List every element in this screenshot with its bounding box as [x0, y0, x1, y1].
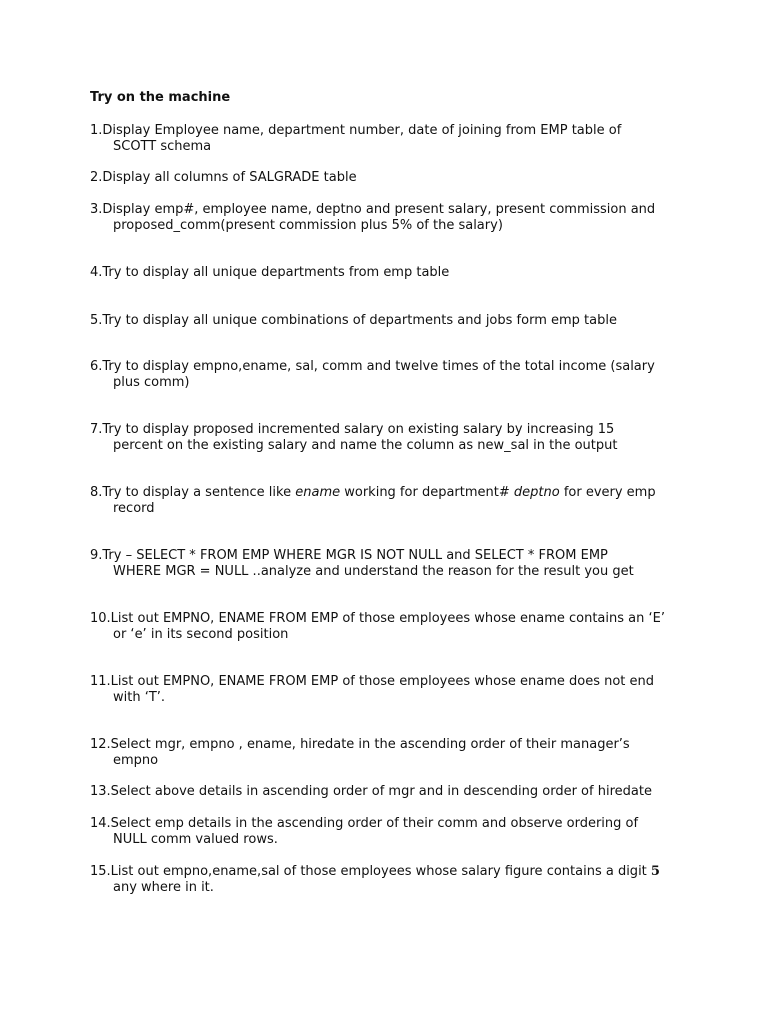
question-8-deptno-term: deptno: [513, 485, 560, 500]
question-8-prefix: 8.Try to display a sentence like: [90, 485, 296, 500]
question-2: [90, 170, 690, 186]
question-12-line-2: empno: [113, 753, 159, 768]
question-14-line-2: NULL comm valued rows.: [113, 832, 278, 847]
question-8: [90, 485, 690, 517]
question-15-digit: 5: [650, 864, 660, 879]
question-8-suffix: for every emp: [559, 485, 656, 500]
question-6: [90, 359, 690, 391]
question-1-line-2: SCOTT schema: [113, 139, 212, 154]
question-8-line-2: record: [113, 501, 155, 516]
question-15: [90, 864, 690, 896]
question-13: [90, 784, 690, 800]
question-8-line-1: [90, 485, 690, 501]
question-14: [90, 816, 690, 848]
question-10: [90, 611, 690, 643]
question-4: [90, 265, 690, 281]
page-title: Try on the machine: [90, 90, 231, 105]
question-10-line-2: or ‘e’ in its second position: [113, 627, 289, 642]
question-15-line-2: any where in it.: [113, 880, 214, 895]
question-6-line-1: 6.Try to display empno,ename, sal, comm and twelve times of the total income (salary: [90, 359, 655, 374]
question-12-line-1: 12.Select mgr, empno , ename, hiredate in the ascending order of their manager’s: [90, 737, 630, 752]
question-4-line-1: 4.Try to display all unique departments from emp table: [90, 265, 450, 280]
question-9: [90, 548, 690, 580]
question-7-line-2: percent on the existing salary and name the column as new_sal in the output: [113, 438, 618, 453]
question-13-line-1: 13.Select above details in ascending order of mgr and in descending order of hiredate: [90, 784, 652, 799]
question-10-line-1: 10.List out EMPNO, ENAME FROM EMP of those employees whose ename contains an ‘E’: [90, 611, 665, 626]
question-11: [90, 674, 690, 706]
question-12: [90, 737, 690, 769]
question-15-line-1: [90, 864, 690, 880]
question-8-ename-term: ename: [295, 485, 341, 500]
question-15-prefix: 15.List out empno,ename,sal of those employees whose salary figure contains a digit: [90, 864, 651, 879]
question-11-line-1: 11.List out EMPNO, ENAME FROM EMP of those employees whose ename does not end: [90, 674, 655, 689]
question-11-line-2: with ‘T’.: [113, 690, 166, 705]
question-7: [90, 422, 690, 454]
question-5: [90, 313, 690, 329]
question-7-line-1: 7.Try to display proposed incremented salary on existing salary by increasing 15: [90, 422, 615, 437]
question-5-line-1: 5.Try to display all unique combinations of departments and jobs form emp table: [90, 313, 617, 328]
question-3-line-1: 3.Display emp#, employee name, deptno and present salary, present commission and: [90, 202, 656, 217]
question-2-line-1: 2.Display all columns of SALGRADE table: [90, 170, 357, 185]
question-9-line-2: WHERE MGR = NULL ..analyze and understand the reason for the result you get: [113, 564, 634, 579]
question-8-middle: working for department#: [340, 485, 514, 500]
question-1-line-1: 1.Display Employee name, department number, date of joining from EMP table of: [90, 123, 622, 138]
question-1: [90, 123, 690, 155]
question-9-line-1: 9.Try – SELECT * FROM EMP WHERE MGR IS NOT NULL and SELECT * FROM EMP: [90, 548, 608, 563]
question-3: [90, 202, 690, 234]
question-3-line-2: proposed_comm(present commission plus 5% of the salary): [113, 218, 503, 233]
question-14-line-1: 14.Select emp details in the ascending order of their comm and observe ordering of: [90, 816, 639, 831]
question-6-line-2: plus comm): [113, 375, 190, 390]
